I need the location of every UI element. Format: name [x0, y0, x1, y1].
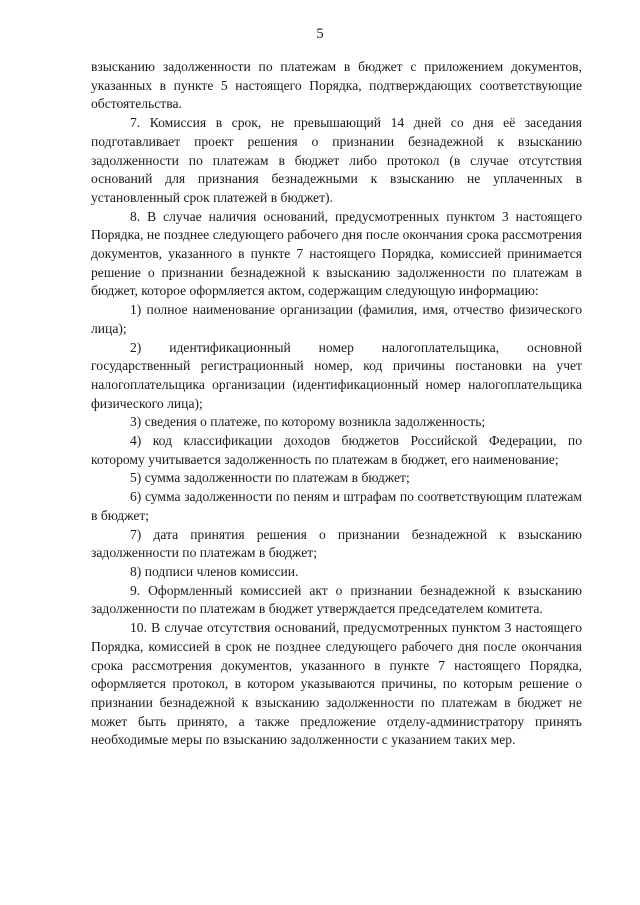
paragraph-item-7: 7. Комиссия в срок, не превышающий 14 дней со дня её заседания подготавливает проект решения о признании безнадежной к взысканию задолженности по платежам в бюджет либо протокол (в случае отсутствия оснований для признания безнадежными к взысканию не уплаченных в установленный срок платежей в бюджет). — [91, 115, 582, 205]
list-item-5: 5) сумма задолженности по платежам в бюджет; — [130, 470, 410, 486]
paragraph-item-9: 9. Оформленный комиссией акт о признании безнадежной к взысканию задолженности по платежам в бюджет утверждается председателем комитета. — [91, 582, 582, 617]
paragraph-item-8: 8. В случае наличия оснований, предусмотренных пунктом 3 настоящего Порядка, не позднее следующего рабочего дня после окончания срока рассмотрения документов, указанного в пункте 7 настоящего Порядка, комиссией принимается решение о признании безнадежной к взысканию задолженности по платежам в бюджет, которое оформляется актом, содержащим следующую информацию: — [91, 208, 582, 299]
list-item-3: 3) сведения о платеже, по которому возникла задолженность; — [130, 414, 486, 430]
list-item-2: 2) идентификационный номер налогоплательщика, основной государственный регистрационный номер, код причины постановки на учет налогоплательщика организации (идентификационный номер налогоплательщика физического лица); — [91, 339, 582, 411]
paragraph-item-10: 10. В случае отсутствия оснований, предусмотренных пунктом 3 настоящего Порядка, комиссией в срок не позднее следующего рабочего дня после окончания срока рассмотрения документов, указанного в пункте 7 настоящего Порядка, оформляется протокол, в котором указываются причины, по которым решение о признании безнадежной к взысканию задолженности по платежам в бюджет не может быть принято, а также предложение отделу-администратору принять необходимые меры по взысканию задолженности с указанием таких мер. — [91, 620, 582, 748]
list-item-4: 4) код классификации доходов бюджетов Российской Федерации, по которому учитывается задолженность по платежам в бюджет, его наименование; — [91, 433, 582, 467]
list-item-1: 1) полное наименование организации (фамилия, имя, отчество физического лица); — [91, 302, 582, 336]
list-item-7: 7) дата принятия решения о признании безнадежной к взысканию задолженности по платежам в бюджет; — [91, 526, 582, 561]
document-body — [91, 58, 582, 750]
paragraph-continuation: взысканию задолженности по платежам в бюджет с приложением документов, указанных в пункте 5 настоящего Порядка, подтверждающих соответствующие обстоятельства. — [91, 59, 582, 112]
list-item-6: 6) сумма задолженности по пеням и штрафам по соответствующим платежам в бюджет; — [91, 489, 582, 523]
page-number: 5 — [316, 26, 324, 42]
list-item-8: 8) подписи членов комиссии. — [130, 563, 299, 579]
